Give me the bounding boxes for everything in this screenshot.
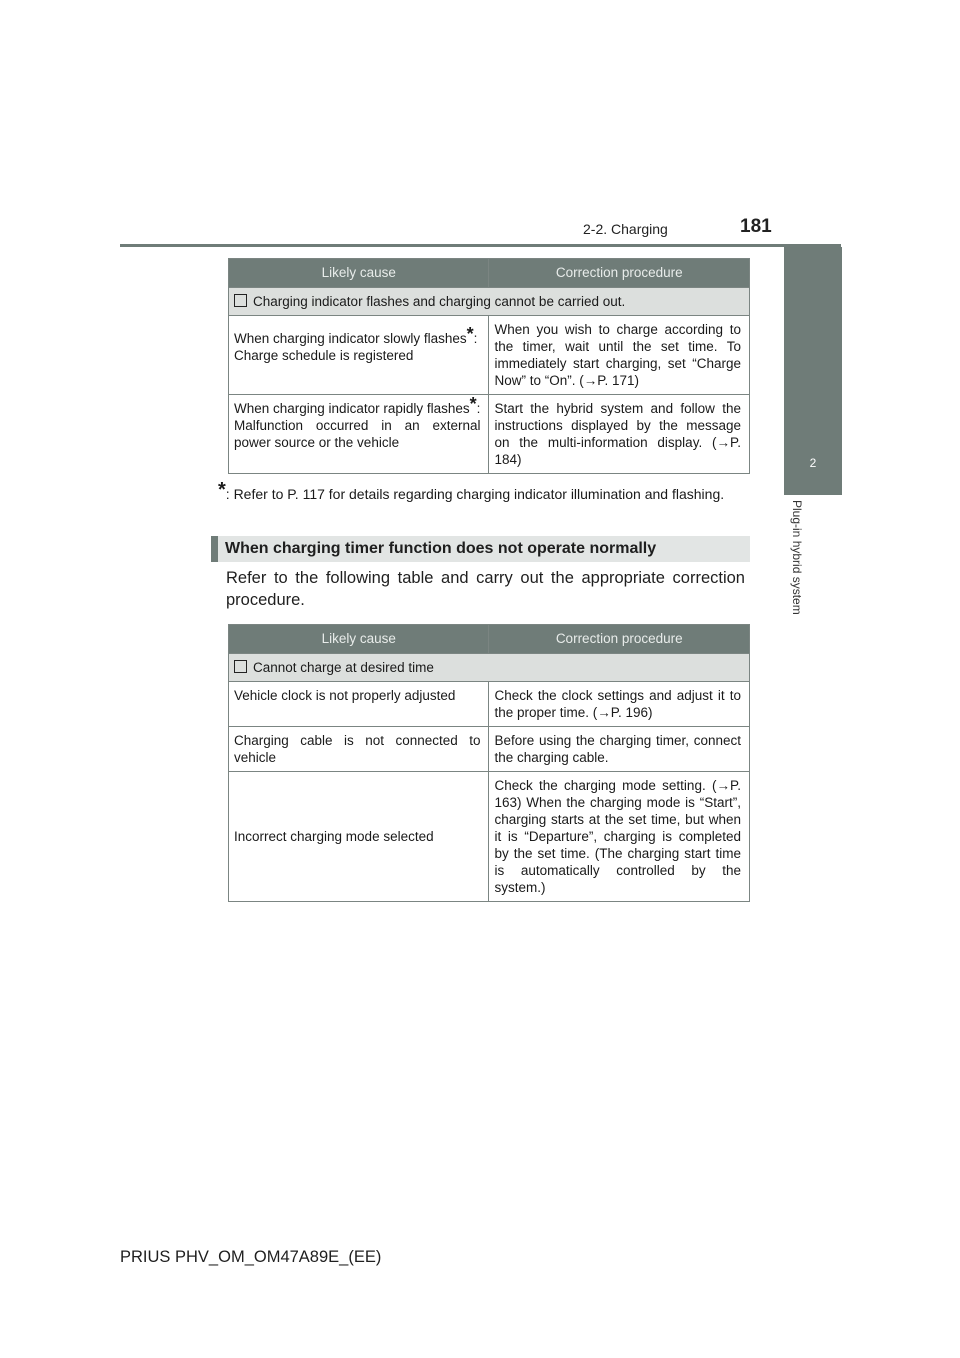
footnote-text: : Refer to P. 117 for details regarding charging indicator illumination and flashing. — [225, 486, 725, 502]
cause-colon: : — [476, 401, 481, 416]
footnote — [218, 479, 745, 504]
table-row — [229, 682, 750, 727]
column-header-correction-procedure: Correction procedure — [489, 625, 750, 654]
page-number: 181 — [740, 216, 772, 237]
column-header-likely-cause: Likely cause — [229, 625, 489, 654]
likely-cause-cell — [229, 316, 489, 395]
table-row — [229, 395, 750, 474]
group-title: Cannot charge at desired time — [253, 660, 434, 675]
checkbox-bullet-icon — [234, 294, 247, 307]
side-tab — [784, 247, 842, 435]
correction-cell: When you wish to charge according to the timer, wait until the set time. To immediately start charging, set “Charge Now” to “On”. (→P. 171) — [489, 316, 750, 395]
likely-cause-cell: Incorrect charging mode selected — [229, 772, 489, 902]
header-section-title: 2-2. Charging — [583, 221, 668, 237]
cause-text: When charging indicator slowly flashes — [234, 331, 467, 346]
likely-cause-cell: Charging cable is not connected to vehicle — [229, 727, 489, 772]
side-tab-chapter-number: 2 — [784, 435, 842, 495]
charging-indicator-table — [228, 258, 750, 474]
checkbox-bullet-icon — [234, 660, 247, 673]
section-heading-accent — [211, 536, 218, 562]
intro-paragraph: Refer to the following table and carry out the appropriate correction procedure. — [226, 569, 745, 609]
group-cell — [229, 654, 750, 682]
table-row — [229, 316, 750, 395]
charging-timer-table — [228, 624, 750, 902]
table-row — [229, 727, 750, 772]
table-row — [229, 772, 750, 902]
table-header-row — [229, 625, 750, 654]
group-title: Charging indicator flashes and charging cannot be carried out. — [253, 294, 626, 309]
cause-detail: Charge schedule is registered — [234, 348, 414, 363]
likely-cause-cell: Vehicle clock is not properly adjusted — [229, 682, 489, 727]
table-group-row — [229, 654, 750, 682]
table-group-row — [229, 288, 750, 316]
correction-cell: Before using the charging timer, connect the charging cable. — [489, 727, 750, 772]
cause-colon: : — [473, 331, 478, 346]
side-tab-chapter-title: Plug-in hybrid system — [790, 500, 804, 615]
section-heading-title: When charging timer function does not operate normally — [225, 540, 657, 557]
likely-cause-cell — [229, 395, 489, 474]
group-cell — [229, 288, 750, 316]
column-header-likely-cause: Likely cause — [229, 259, 489, 288]
footnote-mark: * — [469, 394, 477, 414]
section-heading — [211, 536, 750, 562]
table-header-row — [229, 259, 750, 288]
footnote-mark: * — [218, 479, 226, 501]
correction-cell: Check the clock settings and adjust it to the proper time. (→P. 196) — [489, 682, 750, 727]
correction-cell: Check the charging mode setting. (→P. 163) When the charging mode is “Start”, charging starts at the set time, but when it is “Departure”, charging is completed by the set time. (The charging start time is automatically controlled by the system.) — [489, 772, 750, 902]
cause-text: When charging indicator rapidly flashes — [234, 401, 470, 416]
footer-model-code: PRIUS PHV_OM_OM47A89E_(EE) — [120, 1248, 382, 1266]
side-tab-label — [790, 500, 804, 650]
cause-detail: Malfunction occurred in an external power source or the vehicle — [234, 418, 481, 450]
correction-cell: Start the hybrid system and follow the instructions displayed by the message on the multi-information display. (→P. 184) — [489, 395, 750, 474]
footnote-mark: * — [466, 324, 474, 344]
column-header-correction-procedure: Correction procedure — [489, 259, 750, 288]
header-rule — [120, 244, 841, 247]
